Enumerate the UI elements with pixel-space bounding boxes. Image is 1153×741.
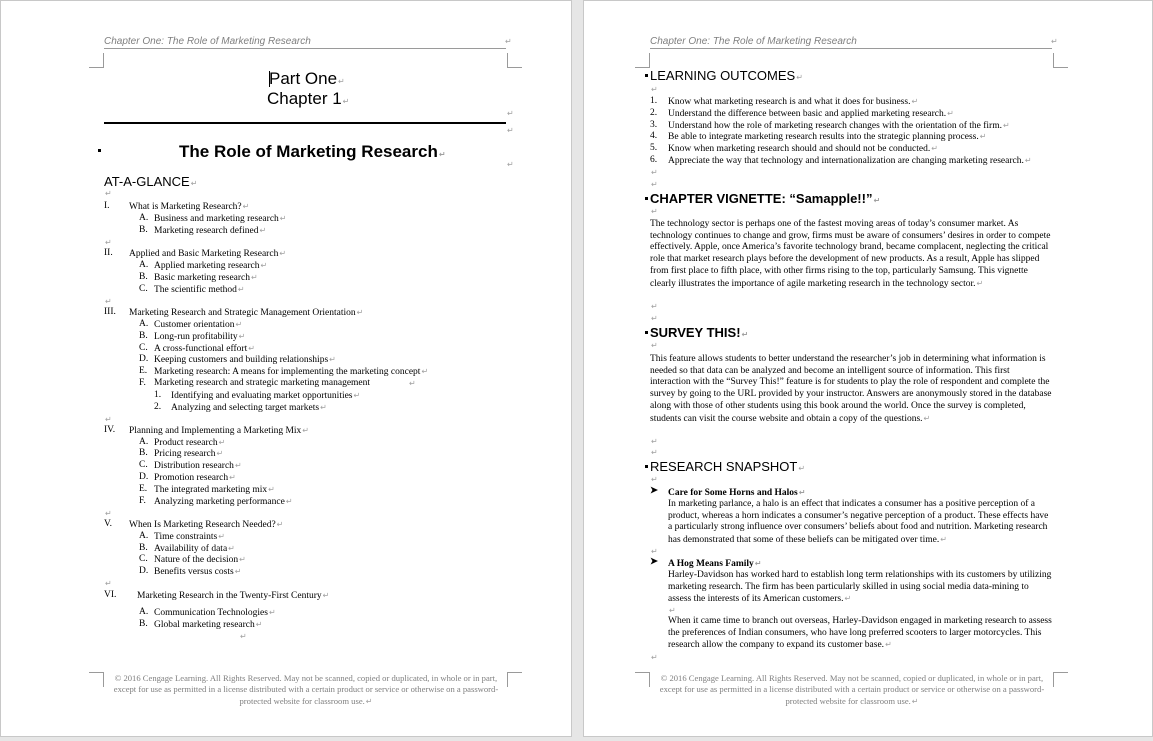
outline-item-text: The integrated marketing mix↵ xyxy=(154,485,275,495)
survey-heading: SURVEY THIS!↵ xyxy=(650,325,749,340)
outcome-number: 5. xyxy=(650,143,658,153)
chapter-heading: Chapter 1↵ xyxy=(267,89,350,108)
outcome-number: 4. xyxy=(650,131,658,141)
paragraph-mark: ↵ xyxy=(507,109,514,118)
outline-subitem: 2. xyxy=(154,402,162,412)
paragraph-mark: ↵ xyxy=(105,415,112,424)
outline-item: A. xyxy=(139,531,149,541)
anchor-mark xyxy=(645,465,648,468)
part-heading: Part One↵ xyxy=(269,69,345,88)
paragraph-mark: ↵ xyxy=(651,180,658,189)
outline-item-text: The scientific method↵ xyxy=(154,285,245,295)
crop-mark xyxy=(507,53,522,68)
outline-item: C. xyxy=(139,343,148,353)
outline-item-text: Marketing research defined↵ xyxy=(154,226,267,236)
outline-item: B. xyxy=(139,272,148,282)
paragraph-mark: ↵ xyxy=(651,448,658,457)
anchor-mark xyxy=(98,149,101,152)
paragraph-mark: ↵ xyxy=(240,632,247,641)
outline-heading-text: Marketing Research and Strategic Management Orientation↵ xyxy=(129,308,364,318)
outline-item: A. xyxy=(139,607,149,617)
outline-heading: VI. xyxy=(104,590,117,600)
chapter-title: The Role of Marketing Research↵ xyxy=(179,142,446,161)
outline-subitem: 1. xyxy=(154,390,162,400)
paragraph-mark: ↵ xyxy=(105,238,112,247)
outline-item-text: Long-run profitability↵ xyxy=(154,332,246,342)
crop-mark xyxy=(1053,53,1068,68)
paragraph-mark: ↵ xyxy=(651,302,658,311)
crop-mark xyxy=(635,53,650,68)
outline-item: B. xyxy=(139,543,148,553)
crop-mark xyxy=(1053,672,1068,687)
outline-item: D. xyxy=(139,354,149,364)
outline-item-text: Time constraints↵ xyxy=(154,532,225,542)
paragraph-mark: ↵ xyxy=(105,579,112,588)
paragraph-mark: ↵ xyxy=(505,37,512,46)
outline-heading: II. xyxy=(104,248,113,258)
outline-subitem-text: Analyzing and selecting target markets↵ xyxy=(171,403,327,413)
copyright-footer: © 2016 Cengage Learning. All Rights Reserved. May not be scanned, copied or duplicated, in whole or in part, except for use as permitted in a license distributed with a certain product or service or otherwise on a password-protected website for classroom use.↵ xyxy=(113,673,499,706)
outline-item-text: Availability of data↵ xyxy=(154,544,235,554)
paragraph-mark: ↵ xyxy=(507,126,514,135)
paragraph-mark: ↵ xyxy=(1051,37,1058,46)
outline-item: B. xyxy=(139,225,148,235)
outline-heading-text: Marketing Research in the Twenty-First Century↵ xyxy=(137,591,330,601)
vignette-paragraph: The technology sector is perhaps one of the fastest moving areas of today’s consumer market. As technology continues to change and grow, firms must be aware of consumers’ desires in order to compete effectively. Apple, once America’s favorite technology brand, became complacent, neglecting the critical role that market research plays before the development of new products. As a result, Apple has slipped from first place to fifth place, with other firms rising to the top, particularly Samsung. This vignette clearly illustrates the importance of agile marketing research in the technology sector.↵ xyxy=(650,219,1051,289)
outline-item-text: Benefits versus costs↵ xyxy=(154,567,242,577)
snapshot-title: A Hog Means Family↵ xyxy=(668,559,762,569)
snapshot-heading: RESEARCH SNAPSHOT↵ xyxy=(650,459,806,474)
outcome-text: Understand how the role of marketing research changes with the orientation of the firm.↵ xyxy=(668,121,1010,131)
outcome-number: 3. xyxy=(650,120,658,130)
outline-item-text: Applied marketing research↵ xyxy=(154,261,268,271)
outcome-text: Know when marketing research should and should not be conducted.↵ xyxy=(668,144,938,154)
outline-heading: III. xyxy=(104,307,116,317)
outline-item-text: Customer orientation↵ xyxy=(154,320,243,330)
paragraph-mark: ↵ xyxy=(507,160,514,169)
outcome-text: Appreciate the way that technology and internationalization are changing marketing research.↵ xyxy=(668,156,1032,166)
paragraph-mark: ↵ xyxy=(669,606,676,615)
paragraph-mark: ↵ xyxy=(651,168,658,177)
paragraph-mark: ↵ xyxy=(651,85,658,94)
outline-item: C. xyxy=(139,460,148,470)
outline-item-text: Marketing research: A means for implementing the marketing concept↵ xyxy=(154,367,429,377)
outline-item-text: Analyzing marketing performance↵ xyxy=(154,497,293,507)
paragraph-mark: ↵ xyxy=(651,475,658,484)
outline-item-text: Global marketing research↵ xyxy=(154,620,263,630)
outcome-number: 6. xyxy=(650,155,658,165)
snapshot-text: Harley-Davidson has worked hard to establish long term relationships with its customers by utilizing marketing research. The firm has been particularly skilled in using social media data-mining to assess the interests of its American customers.↵ xyxy=(668,570,1052,605)
header-rule xyxy=(104,48,506,49)
header-rule xyxy=(650,48,1052,49)
outline-item-text: Pricing research↵ xyxy=(154,449,224,459)
document-page-2 xyxy=(583,0,1153,737)
outline-item: D. xyxy=(139,566,149,576)
outline-heading-text: Applied and Basic Marketing Research↵ xyxy=(129,249,287,259)
outline-item: D. xyxy=(139,472,149,482)
paragraph-mark: ↵ xyxy=(105,189,112,198)
outline-item: A. xyxy=(139,260,149,270)
outline-heading: IV. xyxy=(104,425,116,435)
outline-item: A. xyxy=(139,437,149,447)
title-rule xyxy=(104,122,506,124)
outcome-text: Know what marketing research is and what it does for business.↵ xyxy=(668,97,919,107)
crop-mark xyxy=(635,672,650,687)
outline-item-text: Nature of the decision↵ xyxy=(154,555,246,565)
running-header: Chapter One: The Role of Marketing Research xyxy=(650,36,857,47)
running-header: Chapter One: The Role of Marketing Research xyxy=(104,36,311,47)
outline-item-text: Product research↵ xyxy=(154,438,226,448)
outline-item: B. xyxy=(139,448,148,458)
paragraph-mark: ↵ xyxy=(105,297,112,306)
paragraph-mark: ↵ xyxy=(105,509,112,518)
outline-item-text: Distribution research↵ xyxy=(154,461,242,471)
outcome-number: 1. xyxy=(650,96,658,106)
outline-item: B. xyxy=(139,619,148,629)
outline-item-text: Keeping customers and building relationships↵ xyxy=(154,355,336,365)
anchor-mark xyxy=(645,74,648,77)
at-a-glance-heading: AT-A-GLANCE↵ xyxy=(104,174,198,189)
snapshot-title: Care for Some Horns and Halos↵ xyxy=(668,488,806,498)
paragraph-mark: ↵ xyxy=(651,653,658,662)
outline-item-text: Basic marketing research↵ xyxy=(154,273,258,283)
outline-item: E. xyxy=(139,366,148,376)
outline-item: F. xyxy=(139,496,146,506)
paragraph-mark: ↵ xyxy=(651,341,658,350)
outcome-number: 2. xyxy=(650,108,658,118)
outline-item: E. xyxy=(139,484,148,494)
outline-item: A. xyxy=(139,319,149,329)
learning-outcomes-heading: LEARNING OUTCOMES↵ xyxy=(650,68,803,83)
paragraph-mark: ↵ xyxy=(651,314,658,323)
snapshot-text: When it came time to branch out overseas, Harley-Davidson engaged in marketing research to assess the preferences of Indian consumers, who have long preferred scooters to larger motorcycles. This research allow the company to expand its customer base.↵ xyxy=(668,616,1052,651)
crop-mark xyxy=(507,672,522,687)
anchor-mark xyxy=(645,197,648,200)
paragraph-mark: ↵ xyxy=(651,207,658,216)
outline-item: B. xyxy=(139,331,148,341)
outline-heading-text: Planning and Implementing a Marketing Mix↵ xyxy=(129,426,309,436)
outline-heading: V. xyxy=(104,519,113,529)
snapshot-bullet-arrow: ➤ xyxy=(650,486,658,496)
outline-item-text: Marketing research and strategic marketing management xyxy=(154,378,371,388)
outline-subitem-text: Identifying and evaluating market opportunities↵ xyxy=(171,391,361,401)
paragraph-mark: ↵ xyxy=(409,379,416,388)
survey-paragraph: This feature allows students to better understand the researcher’s job in determining what information is needed so that data can be analyzed and become an intelligent source of information. This first interaction with the “Survey This!” feature is for students to play the role of respondent and complete the survey by going to the URL provided by your instructor. Answers are anonymously stored in the database along with those of other students using this book around the world. Once the survey is completed, students can visit the course website and obtain a copy of the questions.↵ xyxy=(650,354,1052,424)
copyright-footer: © 2016 Cengage Learning. All Rights Reserved. May not be scanned, copied or duplicated, in whole or in part, except for use as permitted in a license distributed with a certain product or service or otherwise on a password-protected website for classroom use.↵ xyxy=(659,673,1045,706)
vignette-heading: CHAPTER VIGNETTE: “Samapple!!”↵ xyxy=(650,191,881,206)
outline-item-text: Business and marketing research↵ xyxy=(154,214,287,224)
crop-mark xyxy=(89,672,104,687)
outline-heading: I. xyxy=(104,201,110,211)
document-page-1 xyxy=(0,0,572,737)
outline-heading-text: When Is Marketing Research Needed?↵ xyxy=(129,520,284,530)
paragraph-mark: ↵ xyxy=(651,547,658,556)
crop-mark xyxy=(89,53,104,68)
outline-item: C. xyxy=(139,284,148,294)
anchor-mark xyxy=(645,331,648,334)
outcome-text: Understand the difference between basic and applied marketing research.↵ xyxy=(668,109,954,119)
outline-item-text: Communication Technologies↵ xyxy=(154,608,276,618)
outline-item-text: Promotion research↵ xyxy=(154,473,236,483)
outline-item-text: A cross-functional effort↵ xyxy=(154,344,255,354)
outline-heading-text: What is Marketing Research?↵ xyxy=(129,202,250,212)
outline-item: C. xyxy=(139,554,148,564)
outline-item: F. xyxy=(139,378,146,388)
snapshot-bullet-arrow: ➤ xyxy=(650,557,658,567)
outline-item: A. xyxy=(139,213,149,223)
outcome-text: Be able to integrate marketing research results into the strategic planning process.↵ xyxy=(668,132,987,142)
paragraph-mark: ↵ xyxy=(651,437,658,446)
snapshot-text: In marketing parlance, a halo is an effect that indicates a consumer has a positive perception of a product, whereas a horn indicates a consumer’s negative perception of a product. These effects have a particularly strong influence over consumers’ beliefs about food and nutrition. Marketing research has demonstrated that some of these beliefs can be mitigated over time.↵ xyxy=(668,499,1049,546)
